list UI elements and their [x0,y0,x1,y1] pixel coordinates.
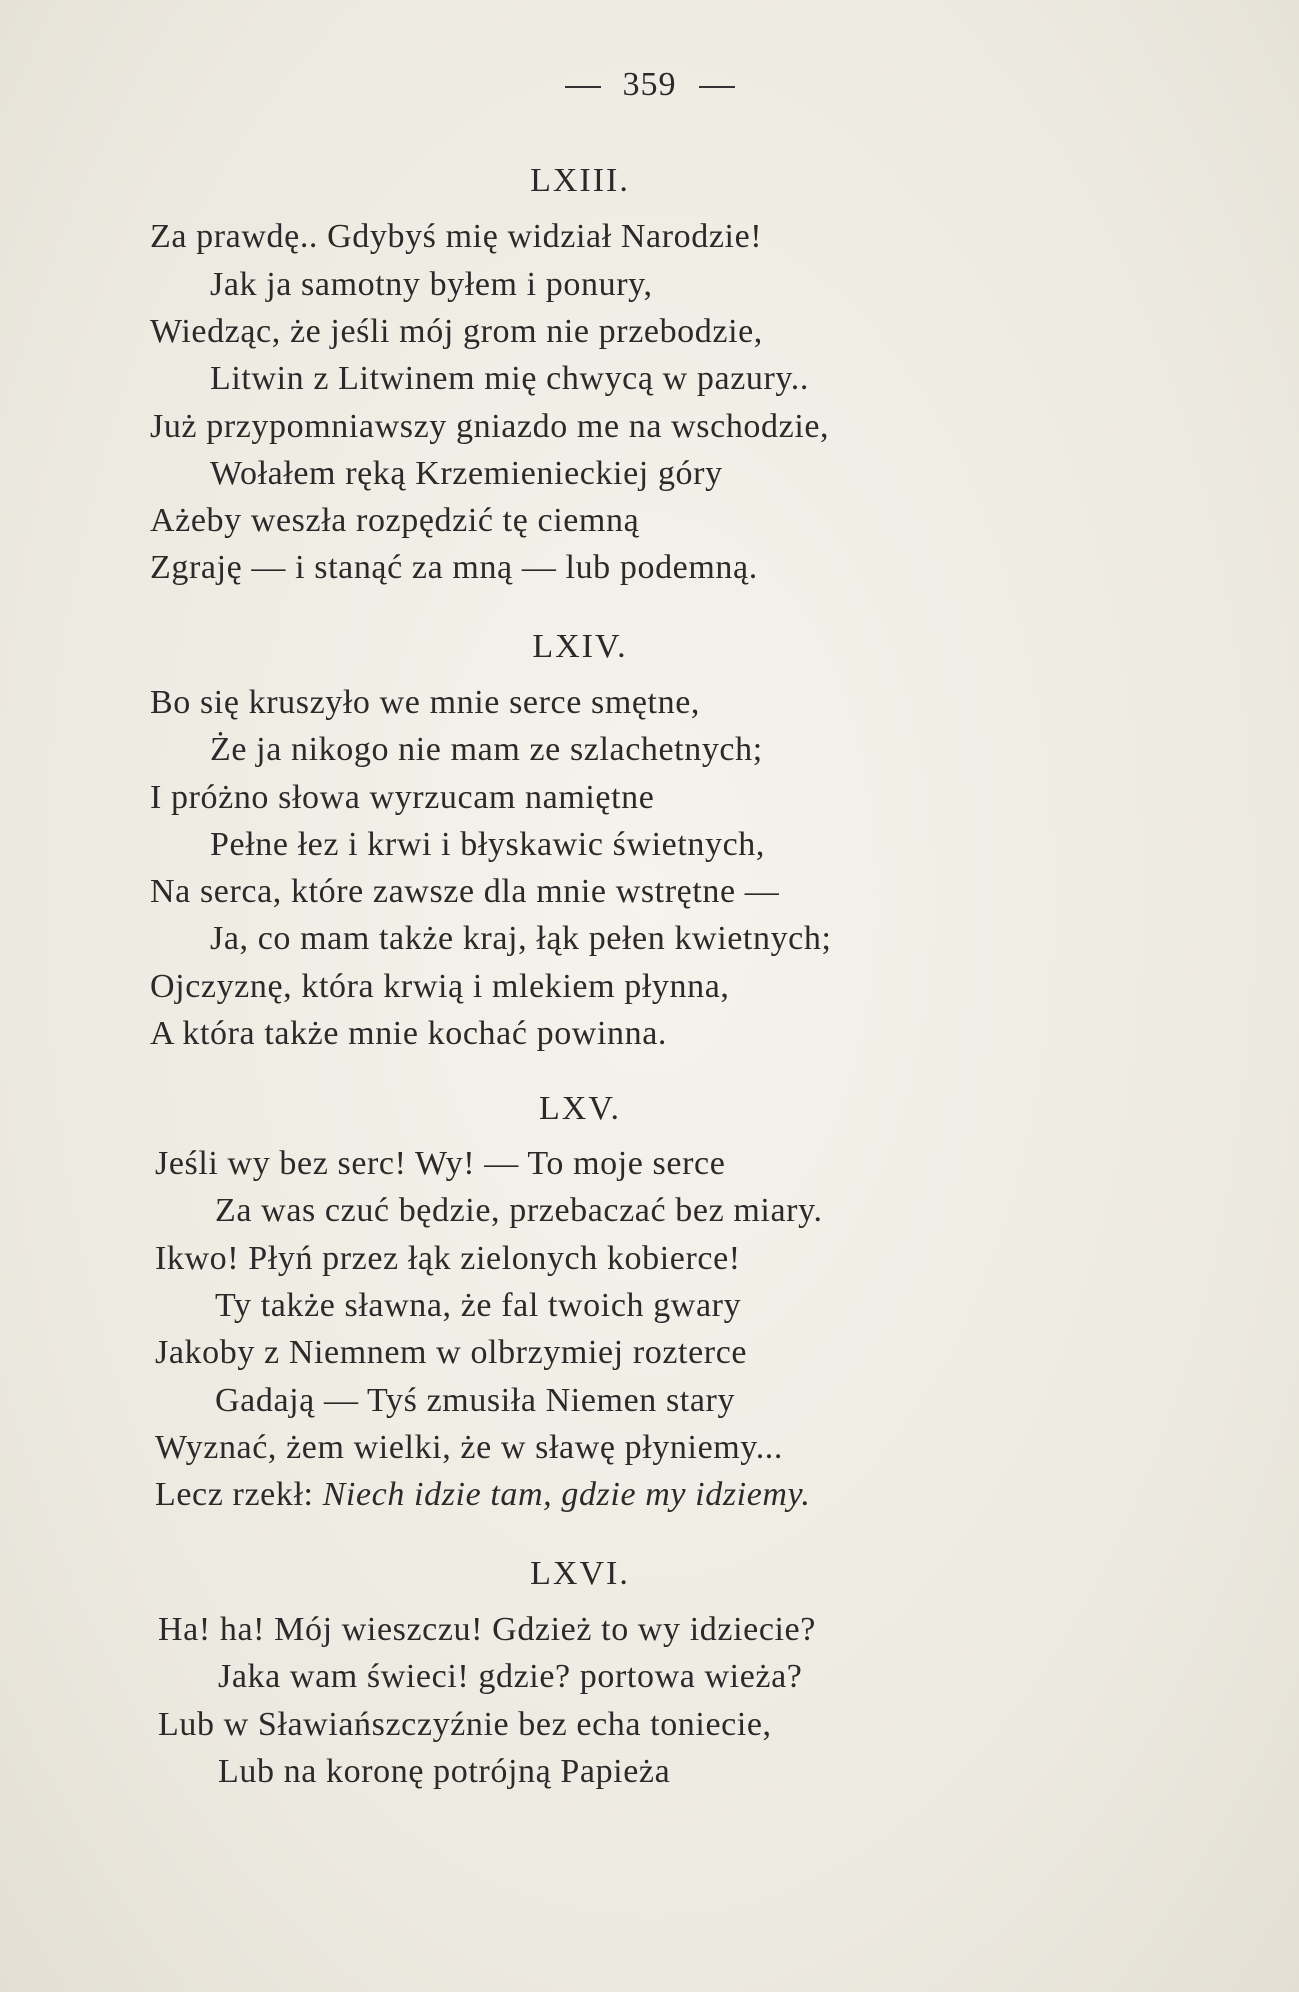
verse-line: Pełne łez i krwi i błyskawic świetnych, [210,826,765,863]
verse-line: I próżno słowa wyrzucam namiętne [150,779,655,816]
header-dash-left [565,86,601,88]
verse-line: Jak ja samotny byłem i ponury, [210,266,653,303]
verse-line: Bo się kruszyło we mnie serce smętne, [150,684,700,721]
verse-italic-quote: Niech idzie tam, gdzie my idziemy. [322,1476,811,1513]
verse-line-last [155,1476,810,1514]
verse-line: Litwin z Litwinem mię chwycą w pazury.. [210,360,810,397]
verse-line: Zgraję — i stanąć za mną — lub podemną. [150,549,758,586]
verse-line: Ty także sławna, że fal twoich gwary [215,1287,742,1324]
stanza-title: LXIII. [530,162,630,199]
stanza-title: LXV. [539,1090,621,1127]
verse-line: Ojczyznę, która krwią i mlekiem płynna, [150,968,730,1005]
verse-line: Wiedząc, że jeśli mój grom nie przebodzie, [150,313,763,350]
verse-line: Ha! ha! Mój wieszczu! Gdzież to wy idziecie? [158,1611,816,1648]
stanza-title: LXVI. [530,1555,630,1592]
verse-line: Ażeby weszła rozpędzić tę ciemną [150,502,640,539]
verse-line: Za was czuć będzie, przebaczać bez miary. [215,1192,823,1229]
verse-line: Jeśli wy bez serc! Wy! — To moje serce [155,1145,726,1182]
header-dash-right [699,86,735,88]
page-header [0,66,1299,104]
verse-line: Gadają — Tyś zmusiła Niemen stary [215,1382,736,1419]
verse-line: Wołałem ręką Krzemienieckiej góry [210,455,723,492]
stanza-title: LXIV. [532,628,628,665]
verse-line: Ja, co mam także kraj, łąk pełen kwietnych; [210,920,832,957]
verse-line: Ikwo! Płyń przez łąk zielonych kobierce! [155,1240,741,1277]
verse-line: Już przypomniawszy gniazdo me na wschodzie, [150,408,830,445]
page-number: 359 [622,66,677,103]
verse-line: Na serca, które zawsze dla mnie wstrętne — [150,873,780,910]
verse-line: Lub na koronę potrójną Papieża [218,1753,671,1790]
verse-line: A która także mnie kochać powinna. [150,1015,668,1052]
verse-line: Lub w Sławiańszczyźnie bez echa toniecie, [158,1706,772,1743]
verse-line: Jaka wam świeci! gdzie? portowa wieża? [218,1658,803,1695]
verse-line-lead: Lecz rzekł: [155,1476,323,1513]
verse-line: Jakoby z Niemnem w olbrzymiej rozterce [155,1334,748,1371]
verse-line: Za prawdę.. Gdybyś mię widział Narodzie! [150,218,763,255]
verse-line: Że ja nikogo nie mam ze szlachetnych; [210,731,763,768]
verse-line: Wyznać, żem wielki, że w sławę płyniemy... [155,1429,784,1466]
